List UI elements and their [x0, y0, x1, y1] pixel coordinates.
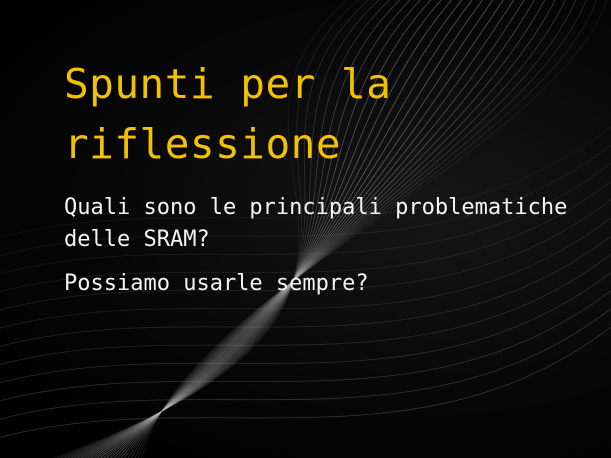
- slide-title: Spunti per la riflessione: [64, 60, 392, 168]
- wave-line: [0, 320, 611, 440]
- question-1: Quali sono le principali problematiche delle SRAM?: [64, 195, 568, 252]
- wave-line: [0, 302, 611, 422]
- question-2: Possiamo usarle sempre?: [64, 271, 369, 296]
- slide-body: [64, 192, 604, 312]
